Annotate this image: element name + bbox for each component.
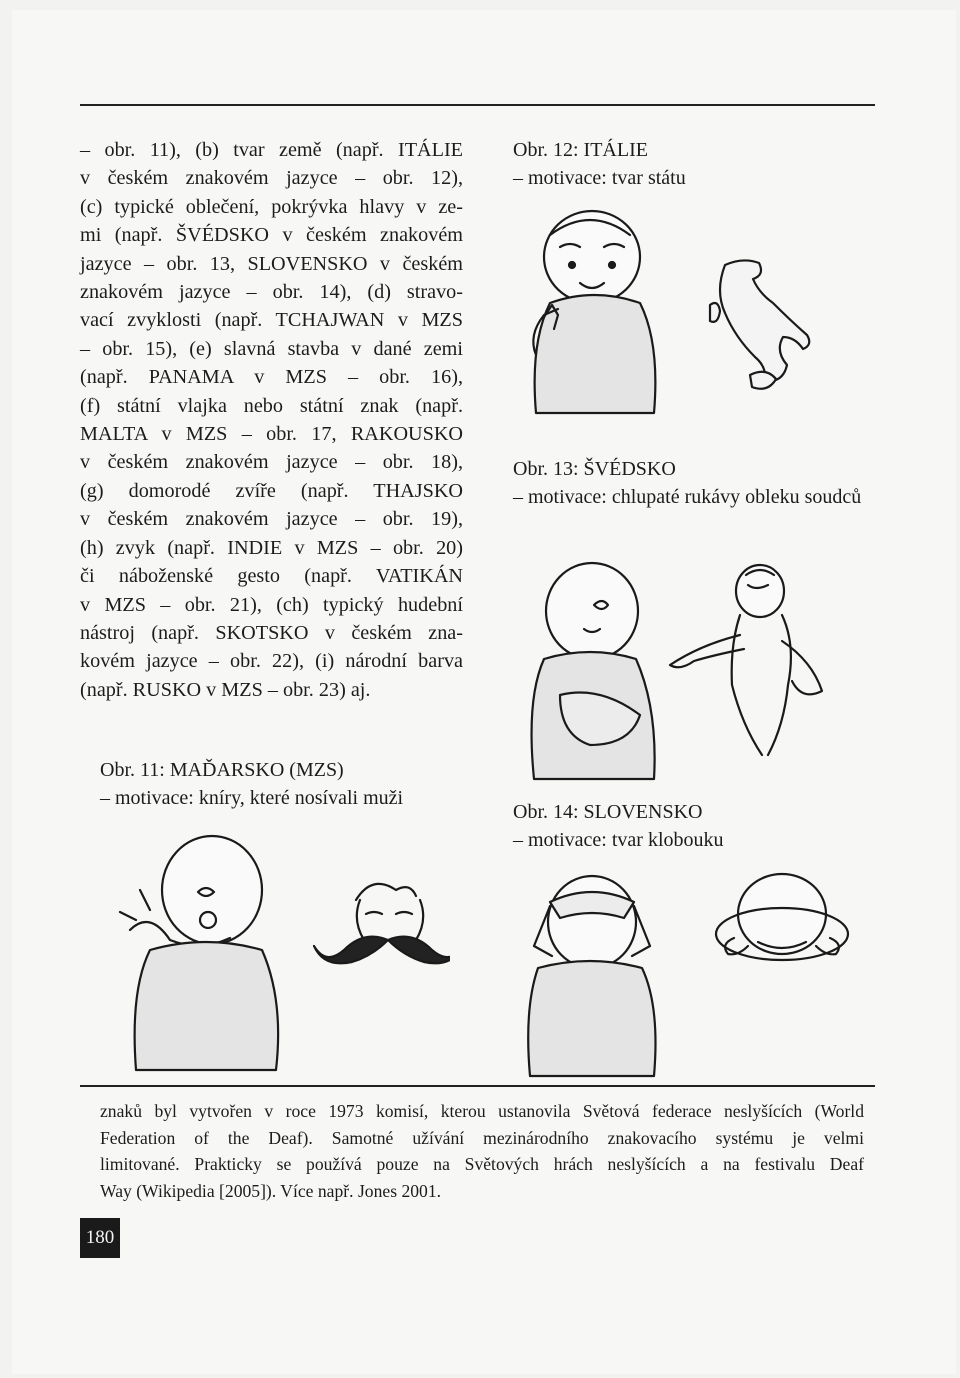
figure-12-title: Obr. 12: ITÁLIE [513,139,648,161]
body-line: v českém znakovém jazyce – obr. 18), [80,451,463,474]
body-line: v českém znakovém jazyce – obr. 19), [80,508,463,531]
figure-12-motivation: – motivace: tvar státu [513,167,686,189]
body-line: – obr. 11), (b) tvar země (např. ITÁLIE [80,139,463,161]
body-line: či náboženské gesto (např. VATIKÁN [80,565,463,588]
figure-13-illustration [520,545,870,785]
body-text [80,136,463,704]
figure-14-caption [513,798,724,854]
figure-13-title: Obr. 13: ŠVÉDSKO [513,458,676,480]
figure-13-motivation: – motivace: chlupaté rukávy obleku soudců [513,486,862,508]
body-line: vací zvyklosti (např. TCHAJWAN v MZS [80,309,463,332]
body-line: mi (např. ŠVÉDSKO v českém znakovém [80,224,463,247]
body-line: (např. RUSKO v MZS – obr. 23) aj. [80,678,371,701]
figure-11-title: Obr. 11: MAĎARSKO (MZS) [100,759,344,781]
footnote-line: limitované. Prakticky se používá pouze na Světových hrách neslyšících a na festivalu Deaf [100,1154,864,1174]
figure-12-illustration [520,205,840,430]
footnote-line: Way (Wikipedia [2005]). Více např. Jones 2001. [100,1180,442,1201]
footnote-text [100,1098,864,1204]
page-number: 180 [80,1218,120,1258]
figure-14-illustration [520,862,870,1082]
body-line: (h) zvyk (např. INDIE v MZS – obr. 20) [80,536,463,559]
figure-11-motivation: – motivace: kníry, které nosívali muži [100,787,404,809]
header-rule [80,104,875,106]
body-line: v MZS – obr. 21), (ch) typický hudební [80,593,463,616]
figure-14-motivation: – motivace: tvar klobouku [513,829,724,851]
body-line: (f) státní vlajka nebo státní znak (např. [80,394,463,417]
sweden-sign-drawing [520,545,870,785]
body-line: (c) typické oblečení, pokrývka hlavy v ze- [80,195,463,218]
italy-sign-drawing [520,205,840,430]
figure-11-illustration [110,830,450,1080]
body-line: – obr. 15), (e) slavná stavba v dané zemi [80,337,463,360]
body-line: (např. PANAMA v MZS – obr. 16), [80,366,463,389]
body-line: v českém znakovém jazyce – obr. 12), [80,167,463,190]
figure-14-title: Obr. 14: SLOVENSKO [513,801,703,823]
figure-13-caption [513,455,883,511]
body-line: nástroj (např. SKOTSKO v českém zna- [80,621,463,644]
body-line: jazyce – obr. 13, SLOVENSKO v českém [80,252,463,275]
hungary-sign-drawing [110,830,450,1080]
body-line: kovém jazyce – obr. 22), (i) národní barva [80,650,463,673]
body-line: (g) domorodé zvíře (např. THAJSKO [80,479,463,502]
footnote-rule [80,1085,875,1087]
footnote-line: znaků byl vytvořen v roce 1973 komisí, kterou ustanovila Světová federace neslyšících (World [100,1101,864,1121]
footnote-line: Federation of the Deaf). Samotné užívání mezinárodního znakovacího systému je velmi [100,1127,864,1148]
body-line: MALTA v MZS – obr. 17, RAKOUSKO [80,423,463,446]
body-line: znakovém jazyce – obr. 14), (d) stravo- [80,281,463,304]
figure-11-caption [100,756,403,812]
figure-12-caption [513,136,686,192]
slovakia-sign-drawing [520,862,870,1082]
